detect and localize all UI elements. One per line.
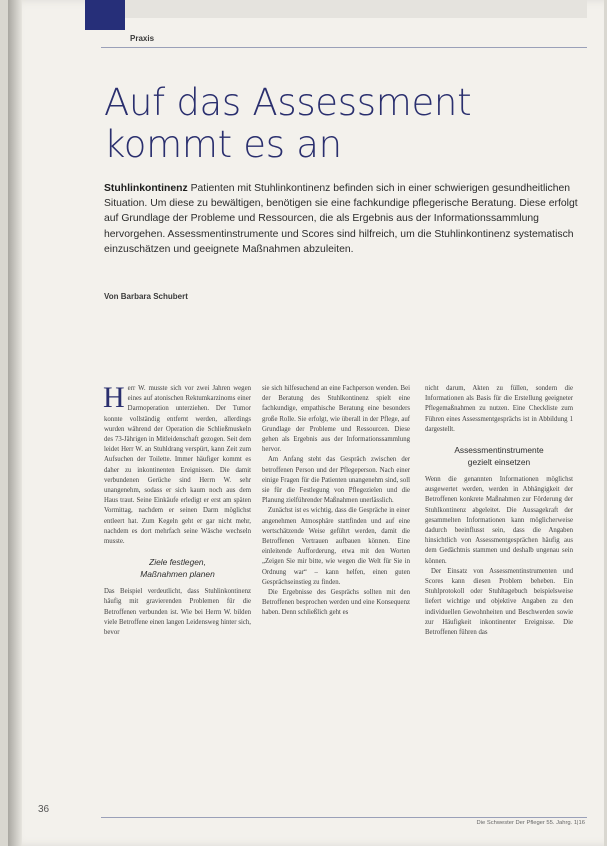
article-title [104, 82, 574, 166]
title-line-2: kommt es an [104, 123, 342, 166]
paragraph: nicht darum, Akten zu füllen, sondern die Informationen als Basis für die Erstellung geeigneter Pflegemaßnahmen zu nutzen. Eine Checkliste zum Führen eines Assessmentgesprächs ist in Abbildung 1 dargestellt. [425, 385, 573, 433]
drop-cap: H [103, 381, 125, 414]
paragraph: Wenn die genannten Informationen möglichst ausgewertet werden, werden in Abhängigkeit der Betroffenen konkrete Maßnahmen zur Förderung der Stuhlkontinenz abgeleitet. Die Aussagekraft der gesammelten Informationen kann möglicherweise dadurch beeinflusst sein, dass die Angaben hinsichtlich von Assessmentgesprächen häufig aus dem Gedächtnis stammen und deshalb ungenau sein können. [425, 476, 573, 565]
footer-rule [101, 817, 587, 818]
title-line-1: Auf das Assessment [104, 81, 472, 124]
intro-text: Patienten mit Stuhlinkontinenz befinden sich in einer schwierigen gesundheitlichen Situation. Um diese zu bewältigen, benötigen sie eine fachkundige pflegerische Beratung. Diese erfolgt auf Grundlage der Probleme und Ressourcen, die als Ergebnis aus der Informationssammlung hervorgehen. Assessmentinstrumente und Scores sind hilfreich, um die Stuhlinkontinenz systematisch einzuschätzen und geeignete Maßnahmen abzuleiten. [104, 183, 578, 255]
intro-lead: Stuhlinkontinenz [104, 183, 188, 194]
journal-footer: Die Schwester Der Pfleger 55. Jahrg. 1|16 [476, 820, 585, 826]
paragraph: Der Einsatz von Assessmentinstrumenten und Scores kann diesen Problem beheben. Ein Stuhlprotokoll oder Stuhltagebuch beispielsweise liefert wichtige und objektive Angaben zu den individuellen Gewohnheiten und Beschwerden sowie zur Häufigkeit inkontinenter Ereignisse. Die Betroffenen führen das [425, 567, 573, 637]
header-rule [101, 47, 587, 48]
section-label: Praxis [130, 34, 155, 43]
paragraph: sie sich hilfesuchend an eine Fachperson wenden. Bei der Beratung des Stuhlkontinenz spielt eine fachkundige, empathische Beratung eine besonders große Rolle. Sie erfolgt, wie überall in der Pflege, auf Grundlage der Probleme und Ressourcen. Diese gehen als Ergebnis aus der Informationssammlung hervor. [262, 385, 410, 454]
paragraph: Herr W. musste sich vor zwei Jahren wegen eines auf atonischen Rektumkarzinoms einer Darmoperation unterziehen. Der Tumor konnte vollständig entfernt werden, allerdings wurden während der Operation die Schließmuskeln des 73-Jährigen in Mitleidenschaft gezogen. Seit dem leidet Herr W. an Stuhldrang verspürt, kann Zeit zum Aufsuchen der Toilette. Immer häufiger kommt es daher zu inkontinenten Ereignissen. Die damit verbundenen Gerüche sind Herrn W. sehr unangenehm, sodass er sich kaum noch aus dem Haus traut. Seine Einkäufe erledigt er erst am späten Vormittag, nachdem er seinen Darm möglichst entleert hat. Zum Kegeln geht er gar nicht mehr, nachdem es dort mehrfach seine Wäsche wechseln musste. [103, 381, 251, 546]
subheading: Ziele festlegen, Maßnahmen planen [140, 557, 215, 580]
paragraph: Am Anfang steht das Gespräch zwischen der betroffenen Person und der Pflegeperson. Nach einer einige Fragen für die Patienten unangenehm sind, soll sie für die Festlegung von Pflegezielen und die Planung zielführender Maßnahmen unerlässlich. [262, 456, 410, 505]
paragraph: Die Ergebnisse des Gesprächs sollten mit den Betroffenen besprochen werden und eine Konsequenz haben. Denn schließlich geht es [262, 589, 410, 617]
text-column-1 [103, 381, 251, 638]
article-author: Von Barbara Schubert [104, 292, 188, 301]
article-intro [104, 181, 586, 257]
text-column-3 [425, 384, 573, 638]
paragraph: Das Beispiel verdeutlicht, dass Stuhlinkontinenz häufig mit gravierenden Problemen für die Betroffenen verbunden ist. Wie bei Herrn W. bilden viele Betroffene einen langen Leidensweg hinter sich, bevor [104, 588, 251, 637]
text-column-2 [262, 384, 410, 619]
subheading: Assessmentinstrumente gezielt einsetzen [454, 445, 544, 468]
header-band [100, 0, 587, 18]
page-gutter-shadow [8, 0, 22, 846]
paragraph: Zunächst ist es wichtig, dass die Gespräche in einer angenehmen Atmosphäre stattfinden und auf eine wertschätzende Weise geführt werden, damit die Betroffenen Vertrauen aufbauen können. Eine einleitende Aufforderung, etwa mit den Worten „Zeigen Sie mir bitte, wie wegen die Welt für Sie in Ordnung war“ – kann helfen, einen guten Gesprächseinstieg zu finden. [262, 507, 410, 586]
section-color-block [85, 0, 125, 30]
page-number: 36 [38, 804, 50, 815]
